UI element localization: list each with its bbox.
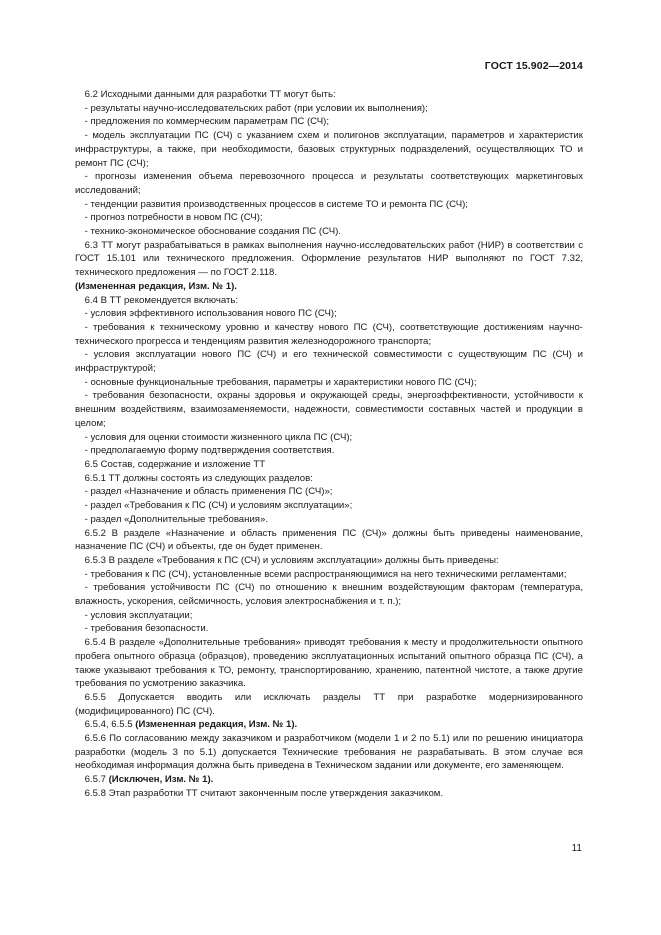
paragraph-text: - условия для оценки стоимости жизненного цикла ПС (СЧ); xyxy=(84,431,353,443)
paragraph-text: 6.5 Состав, содержание и изложение ТТ xyxy=(84,458,266,470)
paragraph xyxy=(75,321,583,348)
paragraph-prefix: 6.5.7 xyxy=(84,774,109,786)
paragraph xyxy=(75,732,583,773)
paragraph-text: 6.5.8 Этап разработки ТТ считают законченным после утверждения заказчиком. xyxy=(84,787,444,799)
paragraph-text: 6.3 ТТ могут разрабатываться в рамках выполнения научно-исследовательских работ (НИР) в соответствии с ГОСТ 15.101 или технического предложения. Оформление результатов НИР выполняют по ГОСТ 7.32, технического предложения — по ГОСТ 2.118. xyxy=(75,239,583,279)
paragraph xyxy=(75,609,583,623)
paragraph xyxy=(75,389,583,430)
paragraph-text: - условия эффективного использования нового ПС (СЧ); xyxy=(84,308,337,320)
paragraph xyxy=(75,102,583,116)
paragraph-text: - основные функциональные требования, параметры и характеристики нового ПС (СЧ); xyxy=(84,376,477,388)
paragraph xyxy=(75,787,583,801)
paragraph-prefix: 6.5.4, 6.5.5 xyxy=(84,719,136,731)
paragraph xyxy=(75,773,583,787)
paragraph xyxy=(75,485,583,499)
paragraph xyxy=(75,622,583,636)
bold-text: (Измененная редакция, Изм. № 1). xyxy=(75,280,237,292)
paragraph xyxy=(75,431,583,445)
paragraph-text: 6.5.5 Допускается вводить или исключать разделы ТТ при разработке модернизированного (модифицированного) ПС (СЧ). xyxy=(75,691,583,717)
paragraph-text: - прогноз потребности в новом ПС (СЧ); xyxy=(84,212,263,224)
paragraph xyxy=(75,554,583,568)
paragraph xyxy=(75,88,583,102)
paragraph xyxy=(75,568,583,582)
paragraph xyxy=(75,636,583,691)
paragraph-text: - предполагаемую форму подтверждения соответствия. xyxy=(84,445,335,457)
paragraph xyxy=(75,280,583,294)
paragraph-text: - модель эксплуатации ПС (СЧ) с указанием схем и полигонов эксплуатации, параметров и характеристик инфраструктуры, а также, при необходимости, базовых структурных подразделений, осуществляющих ТО и ремонт ПС (СЧ); xyxy=(75,130,583,169)
paragraph xyxy=(75,225,583,239)
paragraph-text: - требования устойчивости ПС (СЧ) по отношению к внешним воздействующим факторам (температура, влажность, ускорения, сейсмичность, условия электроснабжения и т. п.); xyxy=(75,582,583,608)
paragraph-text: - раздел «Дополнительные требования». xyxy=(84,513,268,525)
paragraph-text: - тенденции развития производственных процессов в системе ТО и ремонта ПС (СЧ); xyxy=(84,198,468,210)
paragraph-text: - требования безопасности, охраны здоровья и окружающей среды, энергоэффективности, устойчивости к внешним воздействиям, взаимозаменяемости, надежности, совместимости составных частей и продукции в целом; xyxy=(75,390,583,429)
paragraph-text: - условия эксплуатации; xyxy=(84,609,193,621)
paragraph-text: 6.5.1 ТТ должны состоять из следующих разделов: xyxy=(84,472,313,484)
paragraph-text: 6.2 Исходными данными для разработки ТТ могут быть: xyxy=(84,89,336,100)
paragraph-text: - раздел «Назначение и область применения ПС (СЧ)»; xyxy=(84,486,333,498)
paragraph xyxy=(75,376,583,390)
paragraph xyxy=(75,294,583,308)
paragraph-text: - раздел «Требования к ПС (СЧ) и условиям эксплуатации»; xyxy=(84,500,353,512)
paragraph xyxy=(75,691,583,718)
paragraph-text: - технико-экономическое обоснование создания ПС (СЧ). xyxy=(84,226,341,238)
document-body xyxy=(75,88,583,801)
paragraph xyxy=(75,348,583,375)
document-code: ГОСТ 15.902—2014 xyxy=(484,60,583,72)
paragraph-text: - предложения по коммерческим параметрам ПС (СЧ); xyxy=(84,116,330,128)
paragraph-text: - прогнозы изменения объема перевозочного процесса и результаты соответствующих маркетинговых исследований; xyxy=(75,171,583,196)
paragraph-text: - требования к ПС (СЧ), установленные всеми распространяющимися на него техническими регламентами; xyxy=(84,568,567,580)
bold-text: (Измененная редакция, Изм. № 1). xyxy=(135,719,298,731)
paragraph-text: - требования безопасности. xyxy=(84,623,209,635)
paragraph xyxy=(75,472,583,486)
paragraph-text: 6.5.4 В разделе «Дополнительные требования» приводят требования к месту и продолжительности опытного пробега опытного образца (образцов), проведению эксплуатационных испытаний опытного образца ПС (СЧ), а также указывают требования к ТО, ремонту, транспортированию, хранению, патентной чистоте, а также другие требования по усмотрению заказчика. xyxy=(75,637,583,690)
bold-text: (Исключен, Изм. № 1). xyxy=(108,774,214,786)
paragraph xyxy=(75,499,583,513)
paragraph xyxy=(75,198,583,212)
paragraph xyxy=(75,129,583,170)
paragraph-text: 6.5.3 В разделе «Требования к ПС (СЧ) и условиям эксплуатации» должны быть приведены: xyxy=(84,554,499,566)
paragraph-text: - результаты научно-исследовательских работ (при условии их выполнения); xyxy=(84,102,428,114)
paragraph xyxy=(75,581,583,608)
paragraph-text: - условия эксплуатации нового ПС (СЧ) и его технической совместимости с существующим ПС (СЧ) и инфраструктурой; xyxy=(75,349,583,375)
paragraph xyxy=(75,513,583,527)
paragraph xyxy=(75,458,583,472)
paragraph xyxy=(75,239,583,280)
paragraph-text: 6.5.6 По согласованию между заказчиком и разработчиком (модели 1 и 2 по 5.1) или по решению инициатора разработки (модель 3 по 5.1) допускается Технические требования не разрабатывать. В этом случае вся необходимая информация должна быть приведена в Техническом задании или документе, его заменяющем. xyxy=(75,733,583,772)
paragraph xyxy=(75,718,583,732)
paragraph xyxy=(75,527,583,554)
paragraph xyxy=(75,211,583,225)
paragraph xyxy=(75,115,583,129)
paragraph-text: - требования к техническому уровню и качеству нового ПС (СЧ), соответствующие достижениям научно-технического прогресса и тенденциям развития железнодорожного транспорта; xyxy=(75,321,583,347)
paragraph xyxy=(75,170,583,197)
paragraph xyxy=(75,444,583,458)
page-number: 11 xyxy=(571,843,582,854)
paragraph-text: 6.4 В ТТ рекомендуется включать: xyxy=(84,294,238,306)
paragraph xyxy=(75,307,583,321)
paragraph-text: 6.5.2 В разделе «Назначение и область применения ПС (СЧ)» должны быть приведены наименование, назначение ПС (СЧ) и объекты, где он будет применен. xyxy=(75,527,583,553)
